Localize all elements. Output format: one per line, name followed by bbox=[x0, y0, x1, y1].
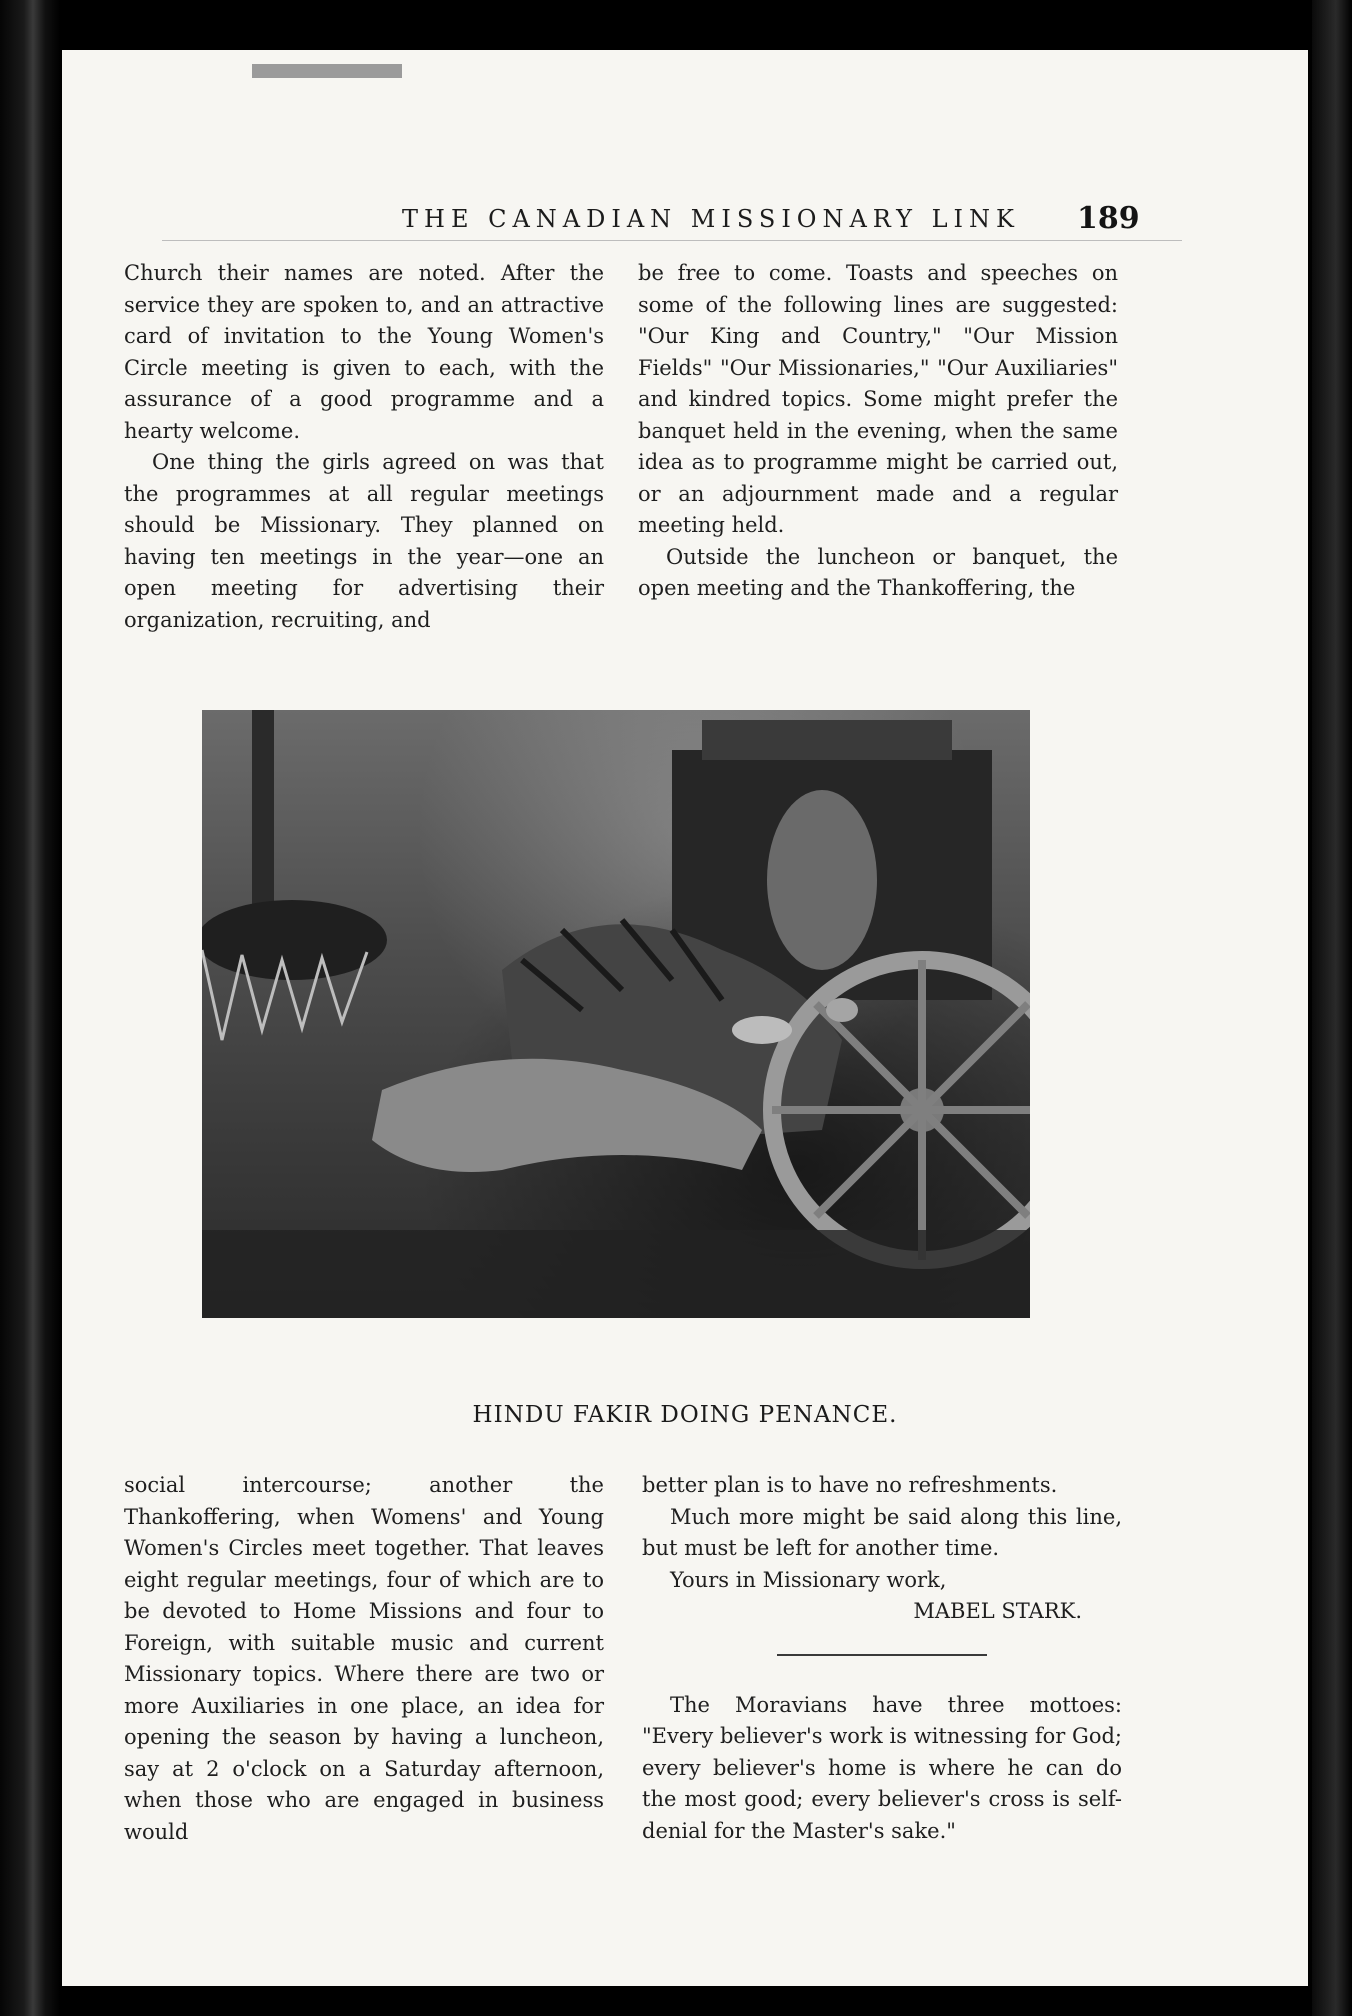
paragraph: Outside the luncheon or banquet, the open meeting and the Thankoffering, the bbox=[638, 544, 1118, 600]
paragraph: Much more might be said along this line, but must be left for another time. bbox=[642, 1504, 1122, 1560]
section-divider bbox=[777, 1654, 987, 1656]
paragraph: One thing the girls agreed on was that the programmes at all regular meetings should be Missionary. They planned on having ten meetings in the year—one an open meeting for advertising their organization, recruiting, and bbox=[124, 450, 604, 632]
closing-line: Yours in Missionary work, bbox=[670, 1567, 947, 1592]
book-spine-left bbox=[0, 0, 60, 2016]
paragraph: Church their names are noted. After the service they are spoken to, and an attractive card of invitation to the Young Women's Circle meeting is given to each, with the assurance of a good programme and a hearty welcome. bbox=[124, 261, 604, 443]
page-header bbox=[62, 201, 1308, 245]
scan-artifact bbox=[252, 64, 402, 78]
brass-vessel bbox=[732, 1016, 792, 1044]
idol-figure bbox=[767, 790, 877, 970]
photo-illustration bbox=[202, 710, 1030, 1318]
fakir-photograph bbox=[202, 710, 1030, 1318]
page-number: 189 bbox=[1077, 201, 1140, 236]
paragraph: social intercourse; another the Thankoffering, when Womens' and Young Women's Circles meet together. That leaves eight regular meetings, four of which are to be devoted to Home Missions and four to Foreign, with suitable music and current Missionary topics. Where there are two or more Auxiliaries in one place, an idea for opening the season by having a luncheon, say at 2 o'clock on a Saturday afternoon, when those who are engaged in business would bbox=[124, 1473, 604, 1844]
document-page bbox=[62, 50, 1308, 1986]
figure-caption: HINDU FAKIR DOING PENANCE. bbox=[472, 1402, 898, 1428]
column-top-right bbox=[638, 258, 1118, 605]
paragraph: be free to come. Toasts and speeches on some of the following lines are suggested: "Our King and Country," "Our Mission Fields" "Our Missionaries," "Our Auxiliaries" and kindred topics. Some might prefer the banquet held in the evening, when the same idea as to programme might be carried out, or an adjournment made and a regular meeting held. bbox=[638, 261, 1118, 537]
book-edge-right bbox=[1312, 0, 1352, 2016]
moravian-mottoes: The Moravians have three mottoes: "Every believer's work is witnessing for God; every believer's home is where he can do the most good; every believer's cross is self-denial for the Master's sake." bbox=[642, 1692, 1122, 1843]
cart-canopy bbox=[702, 720, 952, 760]
brass-pot bbox=[826, 998, 858, 1022]
running-title: THE CANADIAN MISSIONARY LINK bbox=[402, 205, 1020, 233]
column-top-left bbox=[124, 258, 604, 636]
header-rule bbox=[162, 240, 1182, 241]
column-bottom-left bbox=[124, 1470, 604, 1848]
column-bottom-right bbox=[642, 1470, 1122, 1847]
signature-name: MABEL STARK. bbox=[913, 1599, 1082, 1623]
ground bbox=[202, 1230, 1030, 1318]
parasol-canopy bbox=[202, 900, 387, 980]
paragraph: better plan is to have no refreshments. bbox=[642, 1473, 1058, 1497]
